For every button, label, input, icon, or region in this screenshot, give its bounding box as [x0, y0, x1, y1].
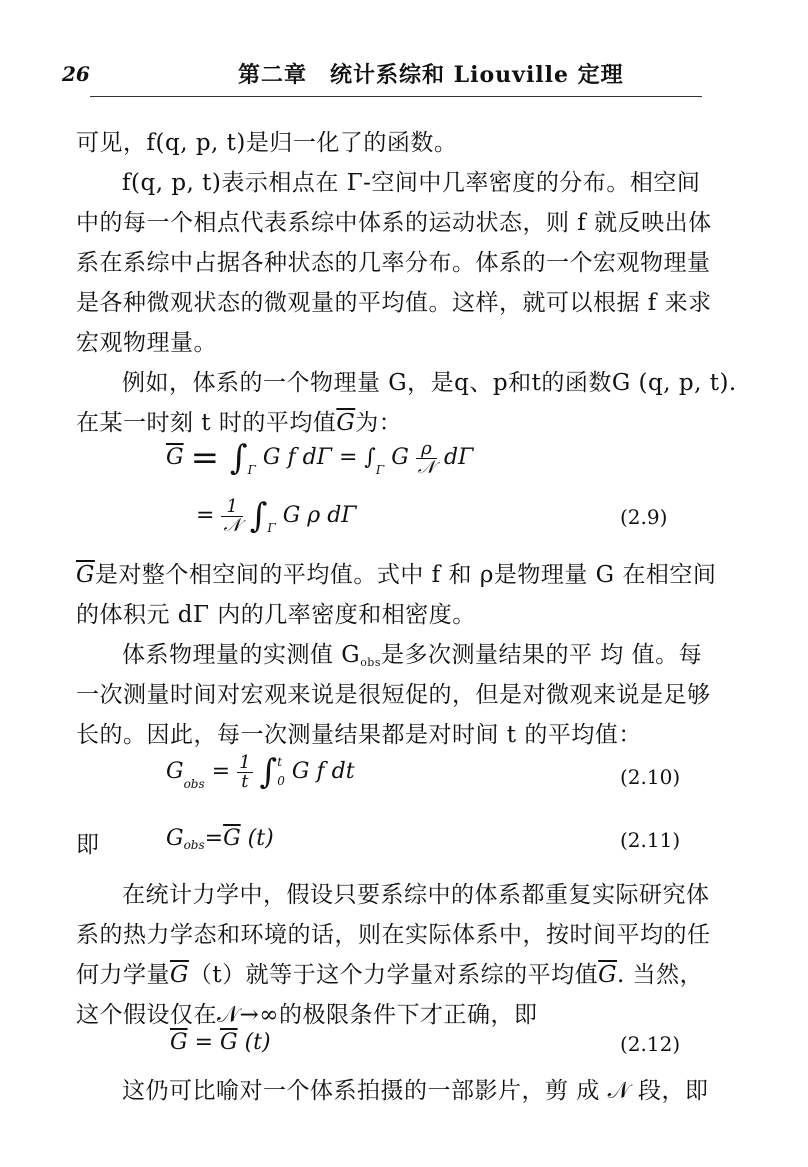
text-line: 可见，f(q, p, t)是归一化了的函数。	[76, 130, 458, 156]
eq-term: =	[211, 759, 231, 784]
eq-term: G	[391, 445, 409, 470]
g-bar-symbol: $\overline{G}$	[170, 962, 189, 988]
eq-term: (t)	[244, 1030, 271, 1055]
equation-2-12	[170, 1030, 271, 1055]
eq-subscript: obs	[183, 838, 205, 852]
text-line: 是各种微观状态的微观量的平均值。这样，就可以根据 f 来求	[76, 290, 712, 316]
text-line: 的体积元 dΓ 内的几率密度和相密度。	[76, 602, 476, 628]
integral-sign: = ∫	[190, 438, 248, 478]
eq-term: G f dt	[291, 759, 355, 784]
equation-number: (2.9)	[620, 505, 668, 529]
eq-term: G	[166, 826, 184, 851]
text-line	[122, 636, 702, 669]
eq-term: =	[194, 1030, 214, 1055]
text-line: 系的热力学态和环境的话，则在实际体系中，按时间平均的任	[76, 922, 711, 948]
text-fragment: 何力学量	[76, 962, 170, 988]
g-bar-symbol: $\overline{G}$	[170, 1030, 188, 1055]
equation-number: (2.11)	[620, 828, 681, 852]
text-line: f(q, p, t)表示相点在 Γ-空间中几率密度的分布。相空间	[122, 170, 701, 196]
text-line	[76, 404, 402, 437]
eq-subscript: Γ	[267, 521, 276, 535]
eq-term: (t)	[247, 826, 274, 851]
text-fragment: 是对整个相空间的平均值。式中 f 和 ρ是物理量 G 在相空间	[94, 562, 717, 588]
eq-symbol: $\overline{G}$	[166, 445, 184, 470]
eq-term: G	[166, 759, 184, 784]
subscript: obs	[360, 656, 381, 669]
eq-term: G ρ dΓ	[282, 503, 357, 528]
text-fragment: 在某一时刻 t 时的平均值	[76, 410, 337, 436]
upper-limit: t	[277, 754, 283, 769]
g-bar-symbol: $\overline{G}$	[336, 410, 356, 436]
eq-term: =	[204, 826, 224, 851]
text-line	[76, 556, 716, 589]
equation-2-9-line1	[166, 438, 473, 478]
page-number: 26	[62, 62, 90, 86]
g-bar-symbol: $\overline{G}$	[223, 826, 241, 851]
equation-2-10	[166, 752, 355, 792]
eq-term: dΓ	[444, 445, 474, 470]
text-line: 中的每一个相点代表系综中体系的运动状态，则 f 就反映出体	[76, 210, 712, 236]
equation-2-11	[166, 826, 274, 852]
fraction-numerator: 1	[239, 751, 251, 773]
text-line: 例如，体系的一个物理量 G，是q、p和t的函数G (q, p, t).	[122, 370, 737, 396]
text-line: 在统计力学中，假设只要系综中的体系都重复实际研究体	[122, 882, 710, 908]
integral-sign: ∫	[249, 496, 268, 536]
equation-2-9-line2	[196, 496, 357, 536]
g-bar-symbol: $\overline{G}$	[76, 562, 95, 588]
header-rule	[90, 96, 702, 97]
fraction	[237, 751, 252, 792]
text-fragment: . 当然，	[617, 962, 704, 988]
eq-subscript: Γ	[247, 463, 256, 477]
text-fragment: 为：	[355, 410, 403, 436]
integral-limits	[277, 753, 285, 791]
g-bar-symbol: $\overline{G}$	[598, 962, 617, 988]
text-line: 这仍可比喻对一个体系拍摄的一部影片，剪 成 𝒩 段，即	[122, 1078, 709, 1104]
text-line: 宏观物理量。	[76, 330, 217, 356]
eq-term: =	[196, 503, 215, 528]
fraction	[221, 495, 242, 536]
eq-label: 即	[76, 832, 100, 858]
text-line: 系在系综中占据各种状态的几率分布。体系的一个宏观物理量	[76, 250, 711, 276]
text-line	[76, 956, 703, 989]
g-bar-symbol: $\overline{G}$	[220, 1030, 238, 1055]
text-fragment: 体系物理量的实测值 G	[122, 642, 361, 668]
fraction-denominator: 𝒩	[223, 514, 241, 536]
fraction-denominator: 𝒩	[417, 456, 436, 478]
chapter-title: 第二章 统计系综和 Liouville 定理	[238, 62, 624, 88]
equation-number: (2.10)	[620, 765, 681, 789]
fraction-denominator: t	[241, 770, 249, 792]
equation-number: (2.12)	[620, 1032, 681, 1056]
eq-term: G f dΓ = ∫	[262, 445, 376, 470]
integral-sign: ∫	[259, 752, 278, 792]
text-line: 长的。因此，每一次测量结果都是对时间 t 的平均值：	[76, 722, 642, 748]
lower-limit: 0	[277, 774, 285, 788]
text-fragment: 是多次测量结果的平 均 值。每	[381, 642, 703, 668]
eq-subscript: obs	[183, 777, 205, 791]
fraction-numerator: 1	[221, 498, 242, 517]
fraction	[416, 437, 437, 478]
text-line: 一次测量时间对宏观来说是很短促的，但是对微观来说是足够	[76, 682, 711, 708]
eq-subscript: Γ	[375, 463, 385, 477]
fraction-numerator: ρ	[416, 440, 437, 459]
text-line: 这个假设仅在𝒩→∞的极限条件下才正确，即	[76, 1002, 538, 1028]
text-fragment: （t）就等于这个力学量对系综的平均值	[188, 962, 599, 988]
